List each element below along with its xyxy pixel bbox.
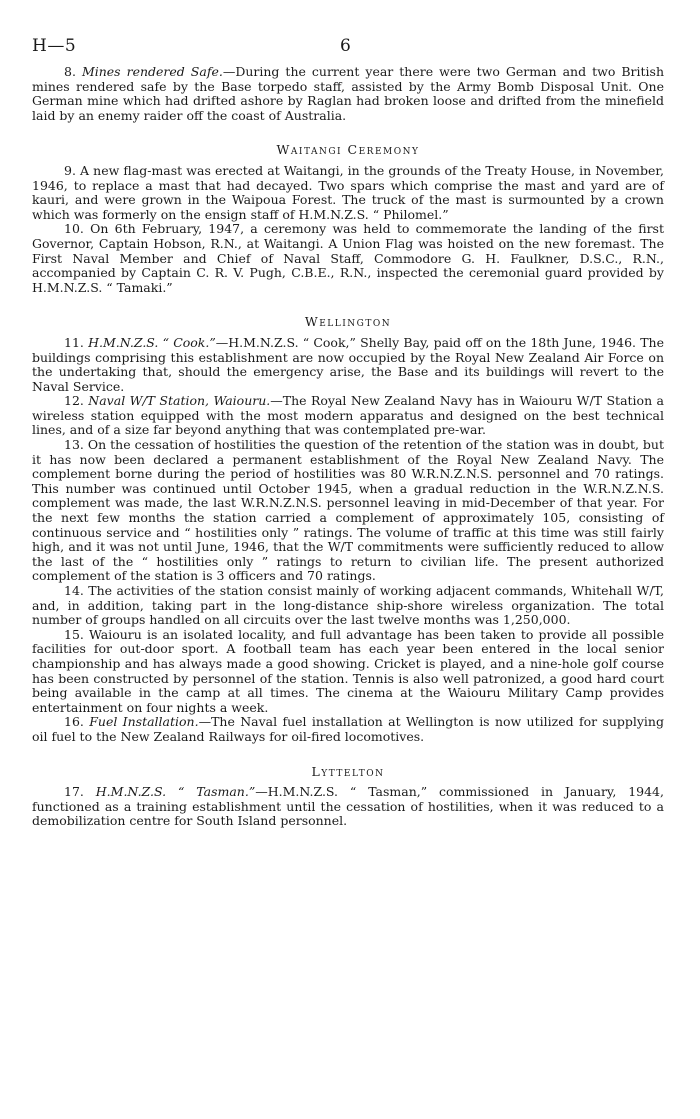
section-heading-wellington: Wellington (304, 314, 392, 330)
paragraph-text: —H.M.N.Z.S. “ Cook,” Shelly Bay, paid off on the 18th June, 1946. The buildings comprising this establishment are now occupied by the Royal New Zealand Air Force on the undertaking that, should the emergency arise, the Base and its buildings will revert to the Naval Service. (32, 334, 664, 394)
paragraph-title: H.M.N.Z.S. “ Cook.” (88, 334, 216, 350)
paragraph-12 (32, 394, 664, 438)
section-heading-waitangi: Waitangi Ceremony (276, 142, 420, 158)
paragraph-16 (32, 715, 664, 744)
page-header (32, 36, 668, 60)
page-number: 6 (340, 36, 351, 56)
paragraph-title: H.M.N.Z.S. “ Tasman.” (95, 784, 256, 800)
paragraph-15 (32, 628, 664, 716)
section-heading-lyttelton: Lyttelton (311, 763, 385, 779)
paragraph-11 (32, 336, 664, 394)
document-code: H—5 (32, 36, 77, 56)
paragraph-text: —The Royal New Zealand Navy has in Waiouru W/T Station a wireless station equipped with the most modern apparatus and designed on the best technical lines, and of a size far beyond anything that was contemplated pre-war. (32, 393, 664, 438)
paragraph-8 (32, 65, 664, 123)
paragraph-text: 9. A new flag-mast was erected at Waitangi, in the grounds of the Treaty House, in November, 1946, to replace a mast that had decayed. Two spars which comprise the mast and yard are of kauri, and were grown in the Waipoua Forest. The truck of the mast is surmounted by a crown which was formerly on the ensign staff of H.M.N.Z.S. “ Philomel.” (32, 162, 664, 222)
paragraph-lead: 17. (64, 784, 96, 800)
paragraph-lead: 11. (64, 334, 89, 350)
paragraph-lead: 16. (64, 714, 90, 730)
paragraph-lead: 12. (64, 393, 89, 409)
paragraph-title: Fuel Installation. (89, 714, 199, 730)
paragraph-text: 10. On 6th February, 1947, a ceremony was held to commemorate the landing of the first Governor, Captain Hobson, R.N., at Waitangi. A Union Flag was hoisted on the new foremast. The First Naval Member and Chief of Naval Staff, Commodore G. H. Faulkner, D.S.C., R.N., accompanied by Captain C. R. V. Pugh, C.B.E., R.N., inspected the ceremonial guard provided by H.M.N.Z.S. “ Tamaki.” (32, 221, 664, 295)
paragraph-13 (32, 438, 664, 584)
paragraph-title: Naval W/T Station, Waiouru. (88, 393, 271, 409)
paragraph-text: —The Naval fuel installation at Wellington is now utilized for supplying oil fuel to the New Zealand Railways for oil-fired locomotives. (32, 714, 664, 744)
paragraph-text: —During the current year there were two German and two British mines rendered safe by the Base torpedo staff, assisted by the Army Bomb Disposal Unit. One German mine which had drifted ashore by Raglan had broken loose and drifted from the minefield laid by an enemy raider off the coast of Australia. (32, 64, 664, 123)
paragraph-text: 15. Waiouru is an isolated locality, and full advantage has been taken to provide all possible facilities for out-door sport. A football team has each year been entered in the local senior championship and has always made a good showing. Cricket is played, and a nine-hole golf course has been constructed by personnel of the station. Tennis is also well patronized, a good hard court being available in the camp at all times. The cinema at the Waiouru Military Camp provides entertainment on four nights a week. (32, 626, 664, 715)
paragraph-lead: 8. (64, 64, 82, 79)
paragraph-10 (32, 222, 664, 295)
paragraph-text: 14. The activities of the station consist mainly of working adjacent commands, Whitehall W/T, and, in addition, taking part in the long-distance ship-shore wireless organization. The total number of groups handled on all circuits over the last twelve months was 1,250,000. (32, 583, 664, 628)
paragraph-text: —H.M.N.Z.S. “ Tasman,” commissioned in January, 1944, functioned as a training establishment until the cessation of hostilities, when it was reduced to a demobilization centre for South Island personnel. (32, 784, 664, 829)
paragraph-14 (32, 584, 664, 628)
paragraph-9 (32, 164, 664, 222)
paragraph-title: Mines rendered Safe. (81, 64, 223, 79)
paragraph-text: 13. On the cessation of hostilities the question of the retention of the station was in doubt, but it has now been declared a permanent establishment of the Royal New Zealand Navy. The complement borne during the period of hostilities was 80 W.R.N.Z.N.S. personnel and 70 ratings. This number was continued until October 1945, when a gradual reduction in the W.R.N.Z.N.S. complement was made, the last W.R.N.Z.N.S. personnel leaving in mid-December of that year. For the next few months the station carried a complement of approximately 105, consisting of continuous service and “ hostilities only ” ratings. The volume of traffic at this time was still fairly high, and it was not until June, 1946, that the W/T commitments were sufficiently reduced to allow the last of the “ hostilities only ” ratings to return to civilian life. The present authorized complement of the station is 3 officers and 70 ratings. (32, 437, 664, 584)
document-body (32, 65, 664, 829)
paragraph-17 (32, 785, 664, 829)
